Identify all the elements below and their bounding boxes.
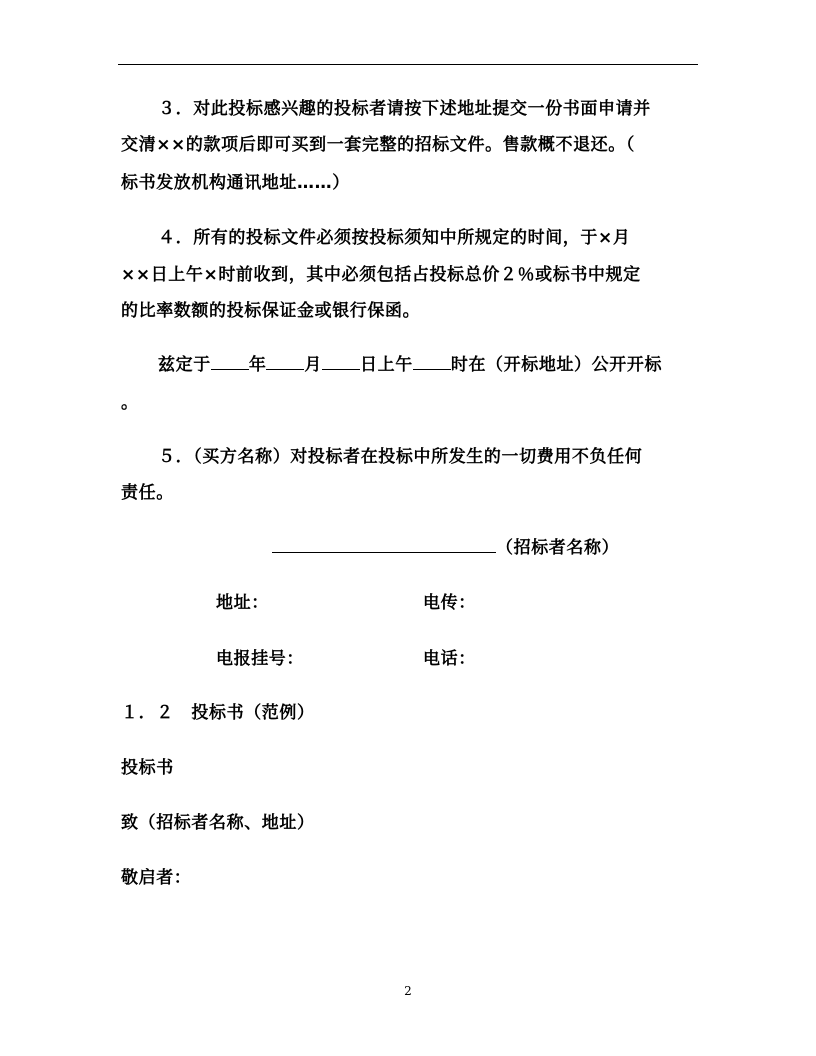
- opening-line-end: 。: [121, 393, 139, 413]
- blank-year: [211, 355, 249, 370]
- section-heading: １．２ 投标书（范例）: [121, 703, 315, 723]
- phone-label: 电话：: [423, 649, 476, 669]
- opening-text-3: 月: [304, 355, 323, 375]
- blank-day: [322, 355, 360, 370]
- item-5-line-1: ５．（买方名称）对投标者在投标中所发生的一切费用不负任何: [158, 447, 643, 467]
- opening-line: [158, 354, 662, 376]
- item-4-line-1: ４．所有的投标文件必须按投标须知中所规定的时间，于×月: [158, 228, 631, 248]
- opening-text-2: 年: [248, 355, 267, 375]
- salutation: 敬启者：: [121, 868, 192, 888]
- document-title: 投标书: [121, 758, 174, 778]
- fax-label: 电传：: [423, 593, 476, 613]
- address-label: 地址：: [216, 593, 269, 613]
- blank-month: [266, 355, 304, 370]
- opening-text-1: 兹定于: [158, 355, 211, 375]
- item-4-line-2: ××日上午×时前收到，其中必须包括占投标总价２％或标书中规定: [121, 265, 641, 285]
- tenderer-name-label: （招标者名称）: [496, 538, 620, 558]
- blank-hour: [413, 355, 451, 370]
- page-number: 2: [404, 984, 412, 998]
- signature-name-line: [272, 537, 619, 559]
- item-4-line-3: 的比率数额的投标保证金或银行保函。: [121, 301, 421, 321]
- telegraph-label: 电报挂号：: [216, 649, 304, 669]
- item-3-line-2: 交清××的款项后即可买到一套完整的招标文件。售款概不退还。（: [121, 135, 635, 155]
- header-rule: [118, 64, 698, 65]
- opening-text-4: 日上午: [360, 355, 413, 375]
- item-3-line-3: 标书发放机构通讯地址……）: [121, 173, 350, 193]
- item-5-line-2: 责任。: [121, 483, 174, 503]
- opening-text-5: 时在（开标地址）公开开标: [450, 355, 663, 375]
- blank-tenderer-name: [272, 538, 496, 553]
- item-3-line-1: ３．对此投标感兴趣的投标者请按下述地址提交一份书面申请并: [158, 99, 651, 119]
- addressee-line: 致（招标者名称、地址）: [121, 813, 315, 833]
